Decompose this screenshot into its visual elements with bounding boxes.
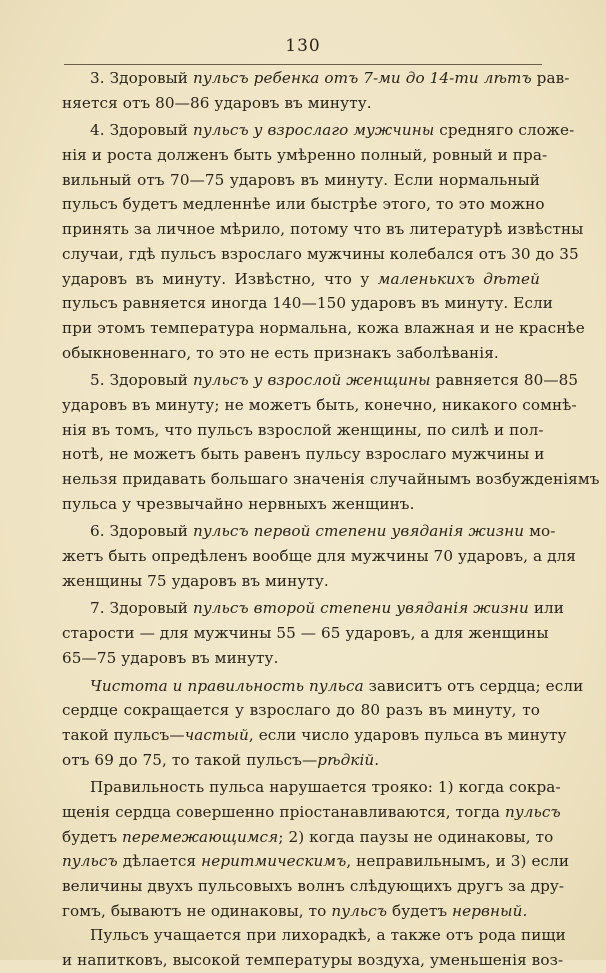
text-span: будетъ: [387, 901, 453, 920]
text-line: [62, 192, 545, 217]
text-line: [62, 544, 576, 569]
italic-term: пульсъ у взрослой женщины: [192, 371, 431, 390]
text-span: нія въ томъ, что пульсъ взрослой женщины, по силѣ и пол-: [62, 420, 544, 439]
text-line: [62, 143, 548, 168]
text-span: или: [528, 599, 565, 618]
text-line: [62, 467, 600, 492]
text-line: [62, 899, 540, 924]
text-line: [62, 698, 540, 723]
text-span: равняется 80—85: [430, 371, 579, 390]
text-line: [62, 91, 540, 116]
text-span: зависитъ отъ сердца; если: [363, 676, 584, 695]
text-span: обыкновеннаго, то это не есть признакъ заболѣванія.: [62, 343, 499, 362]
text-span: , неправильнымъ, и 3) если: [346, 852, 570, 871]
text-span: рав-: [531, 69, 570, 87]
italic-term: неритмическимъ: [201, 852, 347, 871]
italic-term: нервный.: [452, 901, 528, 920]
italic-term: пульсъ ребенка отъ 7-ми до 14-ти лѣтъ: [192, 69, 532, 87]
italic-term: маленькихъ дѣтей: [377, 269, 540, 288]
text-span: ; 2) когда паузы не одинаковы, то: [278, 827, 554, 846]
italic-term: перемежающимся: [122, 827, 279, 846]
text-line: [62, 118, 575, 143]
text-span: дѣлается: [117, 852, 202, 871]
italic-term: рѣдкій.: [317, 750, 380, 769]
text-line: [62, 393, 577, 418]
text-line: [62, 217, 584, 242]
page-number: 130: [0, 36, 606, 65]
italic-term: частый: [184, 725, 249, 744]
text-span: при этомъ температура нормальна, кожа влажная и не краснѣе: [62, 318, 585, 337]
text-span: сердце сокращается у взрослаго до 80 разъ въ минуту, то: [62, 701, 540, 720]
text-line: [62, 646, 540, 671]
italic-term: пульсъ: [504, 802, 561, 821]
text-line: [62, 168, 540, 193]
text-line: [62, 948, 564, 973]
italic-term: пульсъ первой степени увяданія жизни: [192, 522, 525, 541]
text-span: и напитковъ, высокой температуры воздуха, уменьшенія воз-: [62, 951, 564, 970]
text-line: [62, 442, 545, 467]
text-span: вильный отъ 70—75 ударовъ въ минуту. Если нормальный: [62, 170, 540, 189]
text-span: мо-: [524, 522, 556, 541]
text-span: пульсъ равняется иногда 140—150 ударовъ въ минуту. Если: [62, 294, 554, 313]
text-span: 3. Здоровый: [90, 69, 193, 87]
text-span: гомъ, бываютъ не одинаковы, то: [62, 901, 332, 920]
italic-term: Чистота и правильность пульса: [90, 676, 364, 695]
text-line: [62, 492, 540, 517]
text-span: средняго сложе-: [434, 121, 575, 140]
text-span: ударовъ въ минуту. Извѣстно, что у: [62, 269, 378, 288]
text-span: случаи, гдѣ пульсъ взрослаго мужчины колебался отъ 30 до 35: [62, 244, 579, 263]
text-span: 65—75 ударовъ въ минуту.: [62, 648, 279, 667]
text-line: [62, 569, 540, 594]
text-span: 6. Здоровый: [90, 522, 193, 541]
italic-term: пульсъ: [62, 852, 118, 871]
italic-term: пульсъ второй степени увяданія жизни: [192, 599, 529, 618]
text-line: [62, 874, 565, 899]
text-span: нельзя придавать большаго значенія случайнымъ возбужденіямъ: [62, 470, 600, 488]
text-line: [62, 291, 554, 316]
text-span: щенія сердца совершенно пріостанавливаются, тогда: [62, 802, 505, 821]
text-span: женщины 75 ударовъ въ минуту.: [62, 571, 329, 590]
text-line: [62, 596, 565, 621]
text-span: отъ 69 до 75, то такой пульсъ—: [62, 750, 318, 769]
text-span: нія и роста долженъ быть умѣренно полный, ровный и пра-: [62, 146, 548, 165]
text-span: няется отъ 80—86 ударовъ въ минуту.: [62, 93, 372, 112]
text-span: старости — для мужчины 55 — 65 ударовъ, а для женщины: [62, 624, 549, 643]
text-line: [62, 242, 579, 267]
text-line: [62, 267, 540, 292]
text-span: жетъ быть опредѣленъ вообще для мужчины 70 ударовъ, а для: [62, 547, 576, 566]
text-span: , если число ударовъ пульса въ минуту: [248, 725, 567, 744]
italic-term: пульсъ: [331, 901, 388, 920]
text-span: 7. Здоровый: [90, 599, 193, 618]
text-line: [62, 519, 556, 544]
text-line: [62, 621, 549, 646]
body-text: [62, 66, 600, 973]
text-line: [62, 825, 554, 850]
text-line: [62, 674, 584, 699]
text-line: [62, 66, 570, 91]
text-span: 4. Здоровый: [90, 121, 193, 140]
text-line: [62, 723, 567, 748]
text-span: пульса у чрезвычайно нервныхъ женщинъ.: [62, 494, 415, 513]
text-span: Правильность пульса нарушается трояко: 1) когда сокра-: [90, 778, 561, 797]
text-span: ударовъ въ минуту; не можетъ быть, конечно, никакого сомнѣ-: [62, 395, 577, 414]
text-line: [62, 748, 540, 773]
text-span: нотѣ, не можетъ быть равенъ пульсу взрослаго мужчины и: [62, 445, 545, 464]
text-line: [62, 800, 561, 825]
text-line: [62, 923, 566, 948]
text-span: 5. Здоровый: [90, 371, 193, 390]
text-span: будетъ: [62, 827, 123, 846]
text-span: такой пульсъ—: [62, 725, 185, 744]
italic-term: пульсъ у взрослаго мужчины: [192, 121, 435, 140]
text-span: Пульсъ учащается при лихорадкѣ, а также отъ рода пищи: [90, 926, 566, 945]
text-line: [62, 316, 585, 341]
text-span: пульсъ будетъ медленнѣе или быстрѣе этого, то это можно: [62, 195, 545, 214]
text-line: [62, 368, 579, 393]
text-span: величины двухъ пульсовыхъ волнъ слѣдующихъ другъ за дру-: [62, 877, 565, 895]
text-line: [62, 849, 570, 874]
text-line: [62, 775, 561, 800]
text-span: принять за личное мѣрило, потому что въ литературѣ извѣстны: [62, 220, 584, 239]
text-line: [62, 418, 544, 443]
text-line: [62, 341, 540, 366]
